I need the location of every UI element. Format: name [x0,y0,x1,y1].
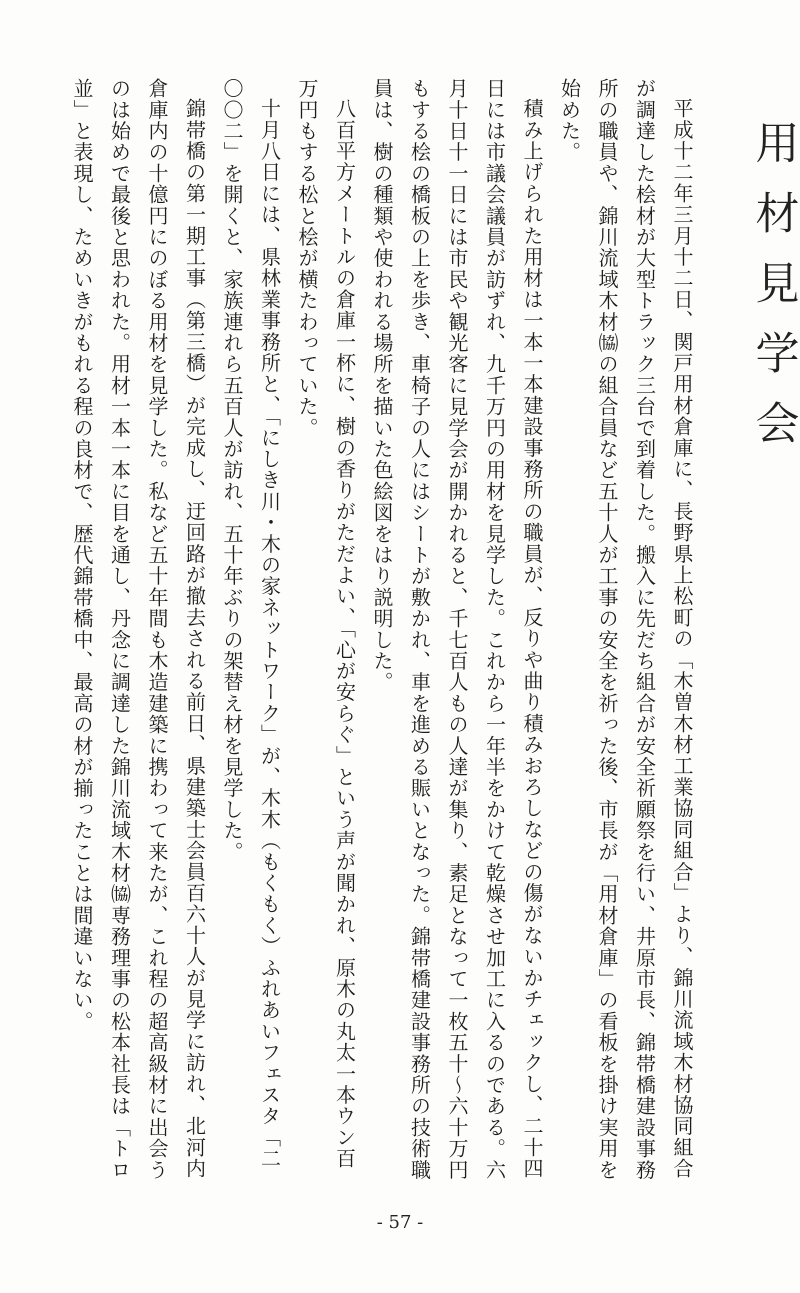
page-number: - 57 - [376,1212,424,1233]
paragraph: 十月八日には、県林業事務所と、「にしき川・木の家ネットワーク」が、木木（もくもく）ふれあいフェスタ「二〇〇二」を開くと、家族連れら五百人が訪れ、五十年ぶりの架替え材を見学した。 [220,78,282,1170]
paragraph: 八百平方メートルの倉庫一杯に、樹の香りがただよい、「心が安らぐ」という声が聞かれ、原木の丸太一本ウン百万円もする松と桧が横たわっていた。 [295,78,357,1170]
paragraph: 積み上げられた用材は一本一本建設事務所の職員が、反りや曲り積みおろしなどの傷がないかチェックし、二十四日には市議会議員が訪ずれ、九千万円の用材を見学した。これから一年半をかけて乾燥させ加工に入るのである。六月十日十一日には市民や観光客に見学会が開かれると、千七百人もの人達が集り、素足となって一枚五十〜六十万円もする桧の橋板の上を歩き、車椅子の人にはシートが敷かれ、車を進める賑いとなった。錦帯橋建設事務所の技術職員は、樹の種類や使われる場所を描いた色絵図をはり説明した。 [370,78,544,1181]
body-text [63,78,701,1188]
page-title: 用材見学会 [747,120,799,470]
paragraph: 平成十二年三月十二日、関戸用材倉庫に、長野県上松町の「木曽木材工業協同組合」より、錦川流域木材協同組合が調達した桧材が大型トラック三台で到着した。搬入に先だち組合が安全祈願祭を行い、井原市長、錦帯橋建設事務所の職員や、錦川流域木材㈿の組合員など五十人が工事の安全を祈った後、市長が「用材倉庫」の看板を掛け実用を始めた。 [557,78,694,1181]
paragraph: 錦帯橋の第一期工事（第三橋）が完成し、迂回路が撤去される前日、県建築士会員百六十人が見学に訪れ、北河内倉庫内の十億円にのぼる用材を見学した。私など五十年間も木造建築に携わって来たが、これ程の超高級材に出会うのは始めで最後と思われた。用材一本一本に目を通し、丹念に調達した錦川流域木材㈿専務理事の松本社長は「トロ並」と表現し、ためいきがもれる程の良材で、歴代錦帯橋中、最高の材が揃ったことは間違いない。 [70,78,207,1181]
